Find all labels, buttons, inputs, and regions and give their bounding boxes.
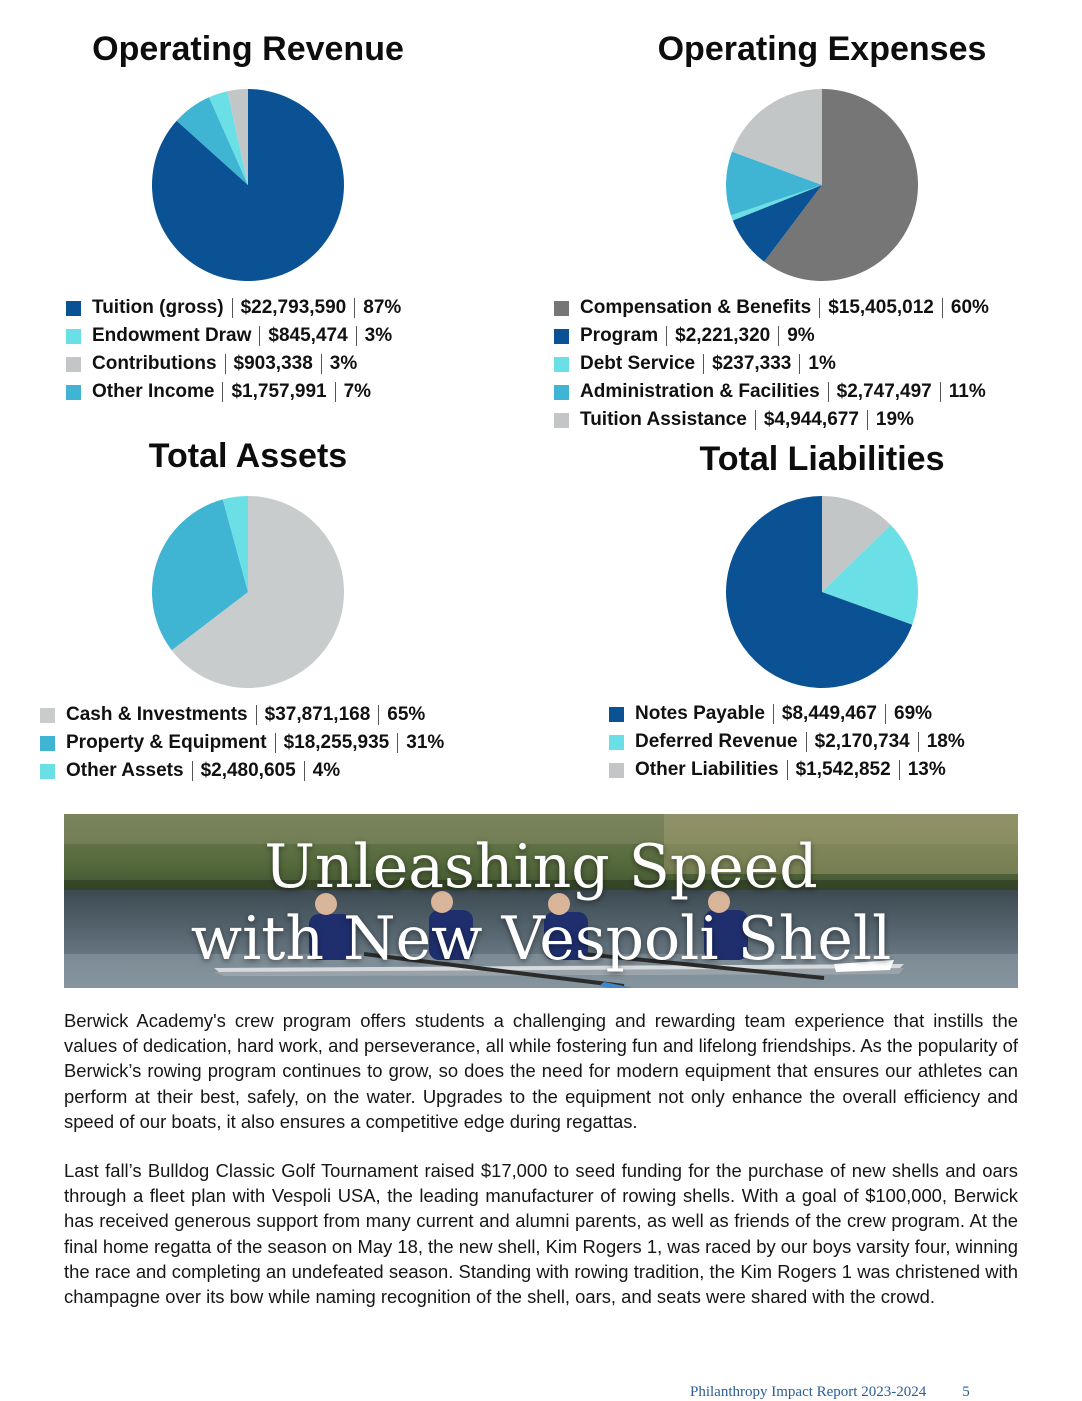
footer-report-name: Philanthropy Impact Report 2023-2024 [690, 1384, 927, 1400]
legend-amount: $1,757,991 [231, 381, 327, 402]
legend-percent: 4% [312, 760, 341, 781]
legend-swatch [554, 385, 569, 400]
legend-item-cash-and-investments [40, 701, 444, 729]
legend-percent: 3% [364, 325, 393, 346]
legend-amount: $37,871,168 [264, 704, 371, 725]
legend-swatch [66, 357, 81, 372]
legend-separator [397, 733, 398, 753]
legend-amount: $8,449,467 [781, 703, 877, 724]
legend-separator [222, 382, 223, 402]
legend-item-other-income [66, 378, 401, 406]
legend-swatch [554, 329, 569, 344]
total-assets-title: Total Assets [148, 437, 348, 475]
legend-item-administration-and-facilities [554, 378, 989, 406]
legend-swatch [554, 413, 569, 428]
legend-separator [885, 704, 886, 724]
legend-separator [806, 732, 807, 752]
operating-expenses-title: Operating Expenses [657, 30, 987, 68]
legend-separator [773, 704, 774, 724]
legend-amount: $845,474 [268, 325, 348, 346]
footer [690, 1384, 970, 1401]
legend-amount: $2,747,497 [836, 381, 932, 402]
legend-separator [778, 326, 779, 346]
total-liabilities-title: Total Liabilities [699, 440, 945, 478]
legend-separator [256, 705, 257, 725]
legend-swatch [609, 707, 624, 722]
legend-swatch [554, 357, 569, 372]
legend-separator [755, 410, 756, 430]
operating-revenue-legend [66, 294, 401, 406]
legend-percent: 13% [907, 759, 946, 780]
legend-percent: 19% [875, 409, 914, 430]
legend-label: Program [580, 325, 659, 346]
operating-expenses-legend [554, 294, 989, 434]
legend-item-contributions [66, 350, 401, 378]
legend-amount: $2,480,605 [200, 760, 296, 781]
legend-separator [304, 761, 305, 781]
legend-separator [275, 733, 276, 753]
legend-label: Property & Equipment [66, 732, 267, 753]
legend-percent: 1% [808, 353, 836, 374]
legend-separator [942, 298, 943, 318]
legend-amount: $2,221,320 [675, 325, 771, 346]
legend-percent: 9% [787, 325, 815, 346]
legend-item-property-and-equipment [40, 729, 444, 757]
legend-label: Contributions [92, 353, 217, 374]
legend-item-program [554, 322, 989, 350]
legend-separator [799, 354, 800, 374]
legend-separator [321, 354, 322, 374]
legend-item-compensation-and-benefits [554, 294, 989, 322]
legend-swatch [40, 736, 55, 751]
banner-title-line1: Unleashing Speed [264, 832, 818, 902]
banner-title-line2: with New Vespoli Shell [190, 904, 892, 974]
legend-percent: 65% [387, 704, 426, 725]
legend-label: Debt Service [580, 353, 696, 374]
legend-swatch [66, 301, 81, 316]
legend-separator [259, 326, 260, 346]
legend-separator [356, 326, 357, 346]
legend-label: Administration & Facilities [580, 381, 820, 402]
legend-percent: 31% [406, 732, 445, 753]
legend-percent: 7% [343, 381, 372, 402]
legend-swatch [40, 764, 55, 779]
legend-separator [192, 761, 193, 781]
legend-label: Other Assets [66, 760, 184, 781]
legend-swatch [554, 301, 569, 316]
operating-expenses-pie [726, 89, 918, 281]
legend-item-debt-service [554, 350, 989, 378]
legend-separator [666, 326, 667, 346]
legend-amount: $18,255,935 [283, 732, 390, 753]
legend-percent: 60% [950, 297, 989, 318]
legend-separator [787, 760, 788, 780]
legend-separator [703, 354, 704, 374]
operating-revenue-pie [152, 89, 344, 281]
legend-separator [940, 382, 941, 402]
legend-item-deferred-revenue [609, 728, 965, 756]
legend-label: Compensation & Benefits [580, 297, 812, 318]
legend-label: Tuition (gross) [92, 297, 224, 318]
legend-label: Other Liabilities [635, 759, 779, 780]
legend-separator [335, 382, 336, 402]
total-liabilities-pie [726, 496, 918, 688]
legend-percent: 3% [329, 353, 358, 374]
legend-separator [918, 732, 919, 752]
legend-separator [828, 382, 829, 402]
total-assets-legend [40, 701, 444, 785]
legend-swatch [609, 763, 624, 778]
legend-percent: 18% [926, 731, 965, 752]
legend-swatch [66, 385, 81, 400]
legend-separator [819, 298, 820, 318]
legend-swatch [66, 329, 81, 344]
legend-amount: $4,944,677 [763, 409, 859, 430]
legend-item-tuition-gross [66, 294, 401, 322]
operating-revenue-title: Operating Revenue [92, 30, 404, 68]
legend-item-other-liabilities [609, 756, 965, 784]
legend-label: Tuition Assistance [580, 409, 747, 430]
legend-amount: $22,793,590 [240, 297, 347, 318]
legend-label: Cash & Investments [66, 704, 248, 725]
legend-amount: $2,170,734 [814, 731, 910, 752]
legend-separator [378, 705, 379, 725]
total-assets-pie [152, 496, 344, 688]
legend-label: Other Income [92, 381, 215, 402]
article-paragraph-2: Last fall’s Bulldog Classic Golf Tournament raised $17,000 to seed funding for the purchase of new shells and oars through a fleet plan with Vespoli USA, the leading manufacturer of rowing shells. With a goal of $100,000, Berwick has received generous support from many current and alumni parents, as well as friends of the crew program. At the final home regatta of the season on May 18, the new shell, Kim Rogers 1, was raced by our boys varsity four, winning the race and completing an undefeated season. Standing with rowing tradition, the Kim Rogers 1 was christened with champagne over its bow while naming recognition of the shell, oars, and seats were shared with the crowd. [64, 1160, 1018, 1308]
legend-amount: $15,405,012 [828, 297, 934, 318]
legend-percent: 11% [948, 381, 986, 402]
legend-percent: 87% [363, 297, 402, 318]
legend-label: Notes Payable [635, 703, 765, 724]
total-liabilities-legend [609, 700, 965, 784]
legend-amount: $903,338 [233, 353, 313, 374]
legend-separator [354, 298, 355, 318]
legend-item-endowment-draw [66, 322, 401, 350]
legend-swatch [40, 708, 55, 723]
legend-separator [232, 298, 233, 318]
legend-item-tuition-assistance [554, 406, 989, 434]
legend-label: Endowment Draw [92, 325, 252, 346]
legend-percent: 69% [894, 703, 933, 724]
legend-item-notes-payable [609, 700, 965, 728]
page-number: 5 [962, 1384, 970, 1400]
rowing-banner [64, 814, 1018, 988]
article-paragraph-1: Berwick Academy's crew program offers students a challenging and rewarding team experience that instills the values of dedication, hard work, and perseverance, all while fostering fun and lifelong friendships. As the popularity of Berwick’s rowing program continues to grow, so does the need for modern equipment that ensures our athletes can perform at their best, safely, on the water. Upgrades to the equipment not only enhance the overall efficiency and speed of our boats, it also ensures a competitive edge during regattas. [64, 1010, 1018, 1132]
legend-label: Deferred Revenue [635, 731, 798, 752]
legend-amount: $237,333 [712, 353, 792, 374]
legend-amount: $1,542,852 [795, 759, 891, 780]
legend-item-other-assets [40, 757, 444, 785]
legend-separator [867, 410, 868, 430]
legend-separator [899, 760, 900, 780]
legend-separator [225, 354, 226, 374]
legend-swatch [609, 735, 624, 750]
